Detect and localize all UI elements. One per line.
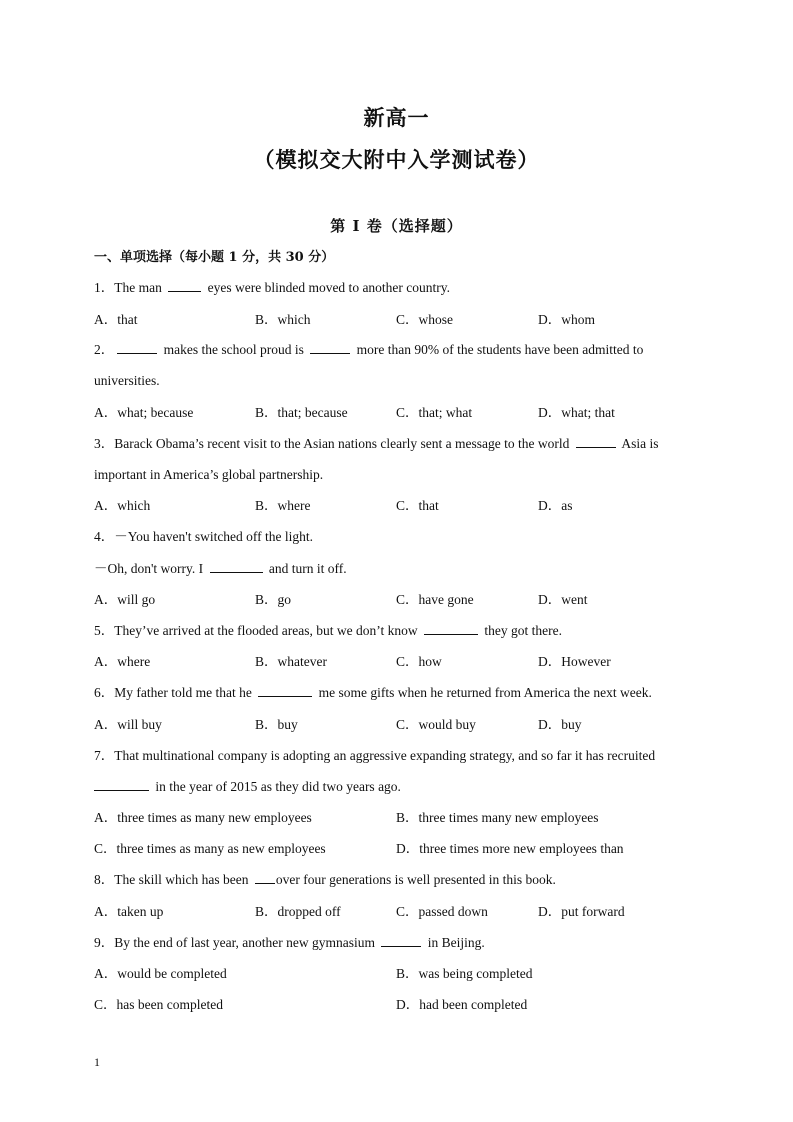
question-8-stem: 8．The skill which has been over four generations is well presented in this book. bbox=[94, 872, 556, 887]
answer-blank bbox=[168, 279, 201, 292]
question-2-option-d: D．what; that bbox=[538, 405, 615, 420]
question-5-option-a: A．where bbox=[94, 654, 151, 669]
question-8-option-c: C．passed down bbox=[396, 904, 488, 919]
question-1-stem: 1．The man eyes were blinded moved to another country. bbox=[94, 280, 451, 295]
question-8-option-b: B．dropped off bbox=[255, 904, 341, 919]
question-4-stem-continued: －Oh, don't worry. I and turn it off. bbox=[94, 561, 347, 576]
question-1-option-b: B．which bbox=[255, 312, 311, 327]
question-3-stem: 3．Barack Obama’s recent visit to the Asian nations clearly sent a message to the world Asia is bbox=[94, 436, 659, 451]
page-number: 1 bbox=[94, 1055, 100, 1069]
question-6-option-a: A．will buy bbox=[94, 717, 162, 732]
question-7-stem-continued: in the year of 2015 as they did two years ago. bbox=[94, 778, 401, 796]
question-7-stem: 7．That multinational company is adopting an aggressive expanding strategy, and so far it has recruited bbox=[94, 748, 656, 763]
question-3-stem-continued: important in America’s global partnership. bbox=[94, 467, 324, 482]
answer-blank bbox=[424, 622, 478, 635]
question-6-option-c: C．would buy bbox=[396, 717, 476, 732]
question-6-option-d: D．buy bbox=[538, 717, 582, 732]
question-9-option-c: C．has been completed bbox=[94, 997, 223, 1012]
question-6-stem: 6．My father told me that he me some gifts when he returned from America the next week. bbox=[94, 685, 652, 700]
answer-blank bbox=[310, 341, 350, 354]
question-7-option-b: B．three times many new employees bbox=[396, 810, 599, 825]
question-4-option-d: D．went bbox=[538, 592, 588, 607]
answer-blank bbox=[210, 560, 263, 573]
question-9-option-d: D．had been completed bbox=[396, 997, 528, 1012]
question-3-option-a: A．which bbox=[94, 498, 151, 513]
question-1-option-a: A．that bbox=[94, 312, 138, 327]
question-4-stem: 4．－You haven't switched off the light. bbox=[94, 529, 314, 544]
section-title: 一、单项选择（每小题 1 分，共 30 分） bbox=[94, 250, 335, 265]
answer-blank bbox=[576, 435, 616, 448]
answer-blank bbox=[255, 871, 275, 884]
question-2-stem: 2． makes the school proud is more than 90% of the students have been admitted to bbox=[94, 342, 644, 357]
question-2-option-a: A．what; because bbox=[94, 405, 194, 420]
question-3-option-c: C．that bbox=[396, 498, 439, 513]
document-subtitle: （模拟交大附中入学测试卷） bbox=[253, 147, 540, 172]
question-2-option-b: B．that; because bbox=[255, 405, 348, 420]
question-2-stem-continued: universities. bbox=[94, 373, 160, 388]
document-title: 新高一 bbox=[363, 105, 430, 130]
question-6-option-b: B．buy bbox=[255, 717, 298, 732]
question-9-stem: 9．By the end of last year, another new gymnasium in Beijing. bbox=[94, 935, 485, 950]
question-8-option-a: A．taken up bbox=[94, 904, 164, 919]
question-9-option-a: A．would be completed bbox=[94, 966, 227, 981]
question-4-option-b: B．go bbox=[255, 592, 292, 607]
question-1-option-d: D．whom bbox=[538, 312, 595, 327]
question-1-option-c: C．whose bbox=[396, 312, 453, 327]
question-2-option-c: C．that; what bbox=[396, 405, 473, 420]
question-4-option-c: C．have gone bbox=[396, 592, 474, 607]
question-3-option-d: D．as bbox=[538, 498, 573, 513]
question-8-option-d: D．put forward bbox=[538, 904, 625, 919]
question-3-option-b: B．where bbox=[255, 498, 311, 513]
question-7-option-a: A．three times as many new employees bbox=[94, 810, 312, 825]
question-5-stem: 5．They’ve arrived at the flooded areas, but we don’t know they got there. bbox=[94, 623, 563, 638]
question-9-option-b: B．was being completed bbox=[396, 966, 533, 981]
question-5-option-b: B．whatever bbox=[255, 654, 327, 669]
question-5-option-c: C．how bbox=[396, 654, 442, 669]
question-7-option-d: D．three times more new employees than bbox=[396, 841, 624, 856]
question-7-option-c: C．three times as many as new employees bbox=[94, 841, 326, 856]
question-4-option-a: A．will go bbox=[94, 592, 156, 607]
part-title: 第 I 卷（选择题） bbox=[330, 217, 463, 235]
answer-blank bbox=[258, 684, 312, 697]
answer-blank bbox=[381, 934, 421, 947]
question-5-option-d: D．However bbox=[538, 654, 611, 669]
answer-blank bbox=[94, 778, 149, 791]
answer-blank bbox=[117, 341, 157, 354]
